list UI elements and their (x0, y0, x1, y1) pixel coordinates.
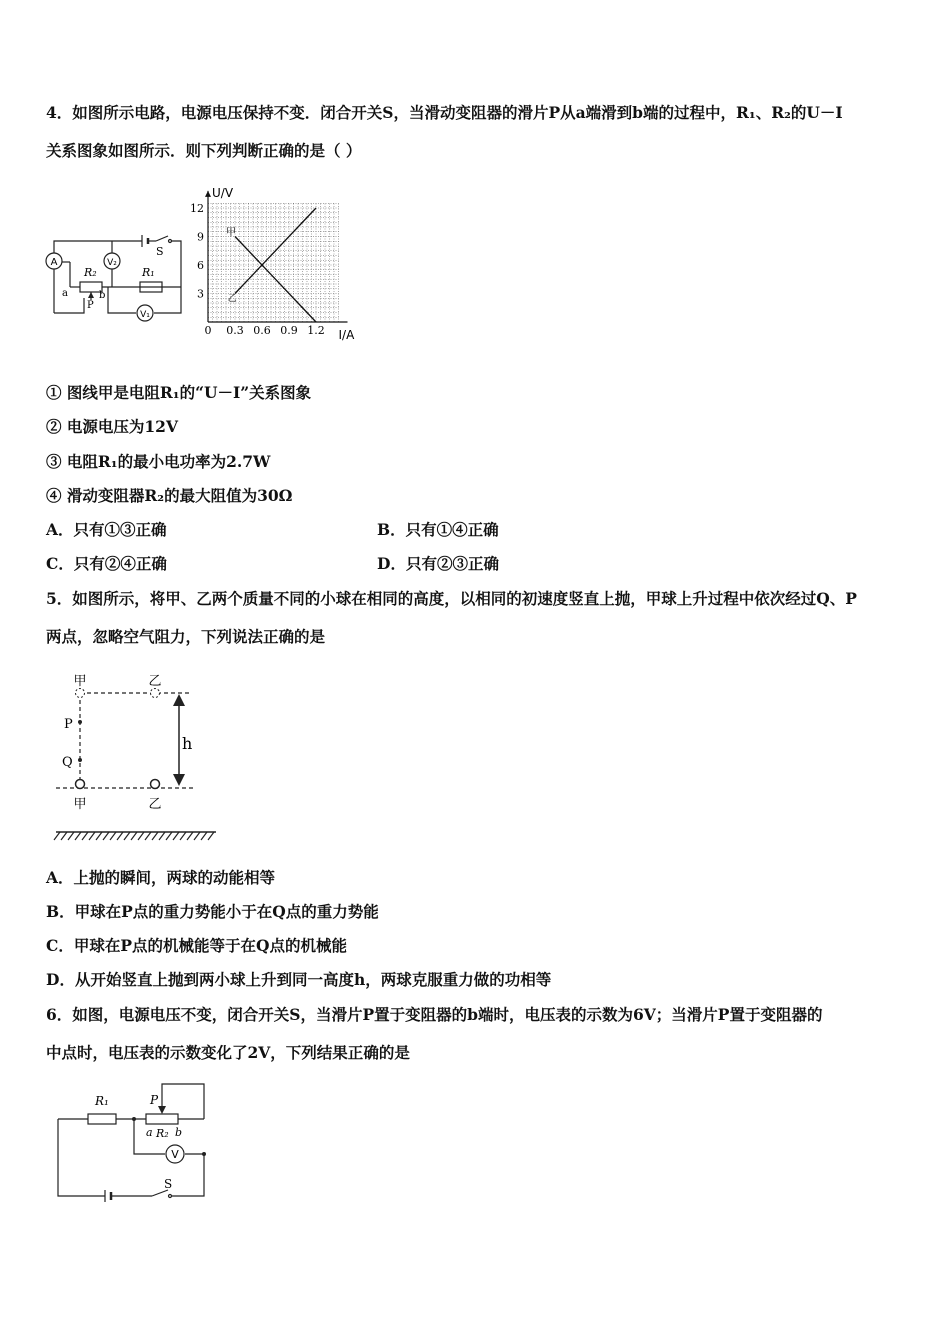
q4-label-P: P (87, 300, 94, 311)
q6-circuit-diagram (50, 1078, 220, 1206)
y-tick-label: 9 (197, 230, 204, 244)
q4-label-S: S (156, 245, 164, 258)
q4-option-b[interactable]: B．只有①④正确 (377, 520, 499, 539)
q6-label-R1: R₁ (95, 1094, 109, 1108)
q5-label-Q: Q (62, 755, 73, 770)
q6-label-b: b (175, 1126, 183, 1139)
q4-ui-chart (186, 182, 376, 348)
q5-label-jia-bottom: 甲 (73, 797, 87, 812)
q4-statement-1: ① 图线甲是电阻R₁的“U－I”关系图象 (46, 383, 312, 402)
q4-label-R1: R₁ (142, 266, 155, 279)
q4-statement-3: ③ 电阻R₁的最小电功率为2.7W (46, 452, 271, 471)
q4-label-A: A (50, 257, 58, 268)
q4-label-R2: R₂ (84, 266, 97, 279)
y-axis-label: U/V (212, 185, 234, 200)
q6-label-P: P (150, 1093, 159, 1107)
q5-label-yi-bottom: 乙 (148, 797, 162, 812)
annotation-yi: 乙 (227, 294, 237, 305)
q6-label-R2: R₂ (156, 1127, 169, 1140)
q4-statement-2: ② 电源电压为12V (46, 417, 178, 436)
y-tick-label: 6 (197, 259, 204, 272)
q5-option-d[interactable]: D．从开始竖直上抛到两小球上升到同一高度h，两球克服重力做的功相等 (46, 970, 552, 989)
q6-label-S: S (164, 1177, 173, 1191)
q4-option-d[interactable]: D．只有②③正确 (377, 554, 499, 573)
q5-label-h: h (182, 734, 193, 753)
q5-option-b[interactable]: B．甲球在P点的重力势能小于在Q点的重力势能 (46, 902, 379, 921)
y-tick-label: 3 (197, 287, 204, 301)
q4-label-V1: V₁ (140, 310, 150, 320)
q6-stem-line1: 6．如图，电源电压不变，闭合开关S，当滑片P置于变阻器的b端时，电压表的示数为6V；当滑片P置于变阻器的 (46, 1005, 823, 1024)
q5-figure (44, 664, 234, 848)
q4-circuit-diagram (44, 228, 190, 328)
y-axis-arrow (205, 191, 211, 197)
x-axis-label: I/A (338, 328, 355, 342)
x-tick-label: 0.3 (226, 324, 244, 337)
q6-label-a: a (146, 1126, 153, 1139)
x-tick-label: 0.6 (253, 324, 271, 337)
q4-statement-4: ④ 滑动变阻器R₂的最大阻值为30Ω (46, 486, 293, 505)
q5-label-P: P (64, 717, 73, 732)
q4-option-c[interactable]: C．只有②④正确 (46, 554, 167, 573)
x-tick-label: 0 (204, 324, 212, 337)
q4-stem-line2: 关系图象如图所示．则下列判断正确的是（ ） (46, 141, 362, 160)
x-tick-label: 1.2 (307, 324, 325, 337)
q4-stem-line1: 4．如图所示电路，电源电压保持不变．闭合开关S，当滑动变阻器的滑片P从a端滑到b端的过程中，R₁、R₂的U－I (46, 103, 843, 122)
q5-option-a[interactable]: A．上抛的瞬间，两球的动能相等 (46, 868, 276, 887)
q4-label-a: a (62, 288, 68, 299)
q6-stem-line2: 中点时，电压表的示数变化了2V，下列结果正确的是 (46, 1043, 410, 1062)
x-tick-label: 0.9 (280, 324, 298, 337)
q5-stem-line1: 5．如图所示，将甲、乙两个质量不同的小球在相同的高度，以相同的初速度竖直上抛，甲球上升过程中依次经过Q、P (46, 589, 857, 608)
q5-label-jia-top: 甲 (73, 674, 87, 689)
q5-option-c[interactable]: C．甲球在P点的机械能等于在Q点的机械能 (46, 936, 347, 955)
q4-label-b: b (99, 290, 106, 301)
q4-option-a[interactable]: A．只有①③正确 (46, 520, 167, 539)
q6-label-V: V (171, 1148, 179, 1161)
y-tick-label: 12 (190, 202, 204, 215)
q5-label-yi-top: 乙 (148, 674, 162, 689)
q5-stem-line2: 两点，忽略空气阻力，下列说法正确的是 (46, 627, 326, 646)
q4-label-V2: V₂ (107, 258, 117, 268)
annotation-jia: 甲 (226, 227, 236, 239)
